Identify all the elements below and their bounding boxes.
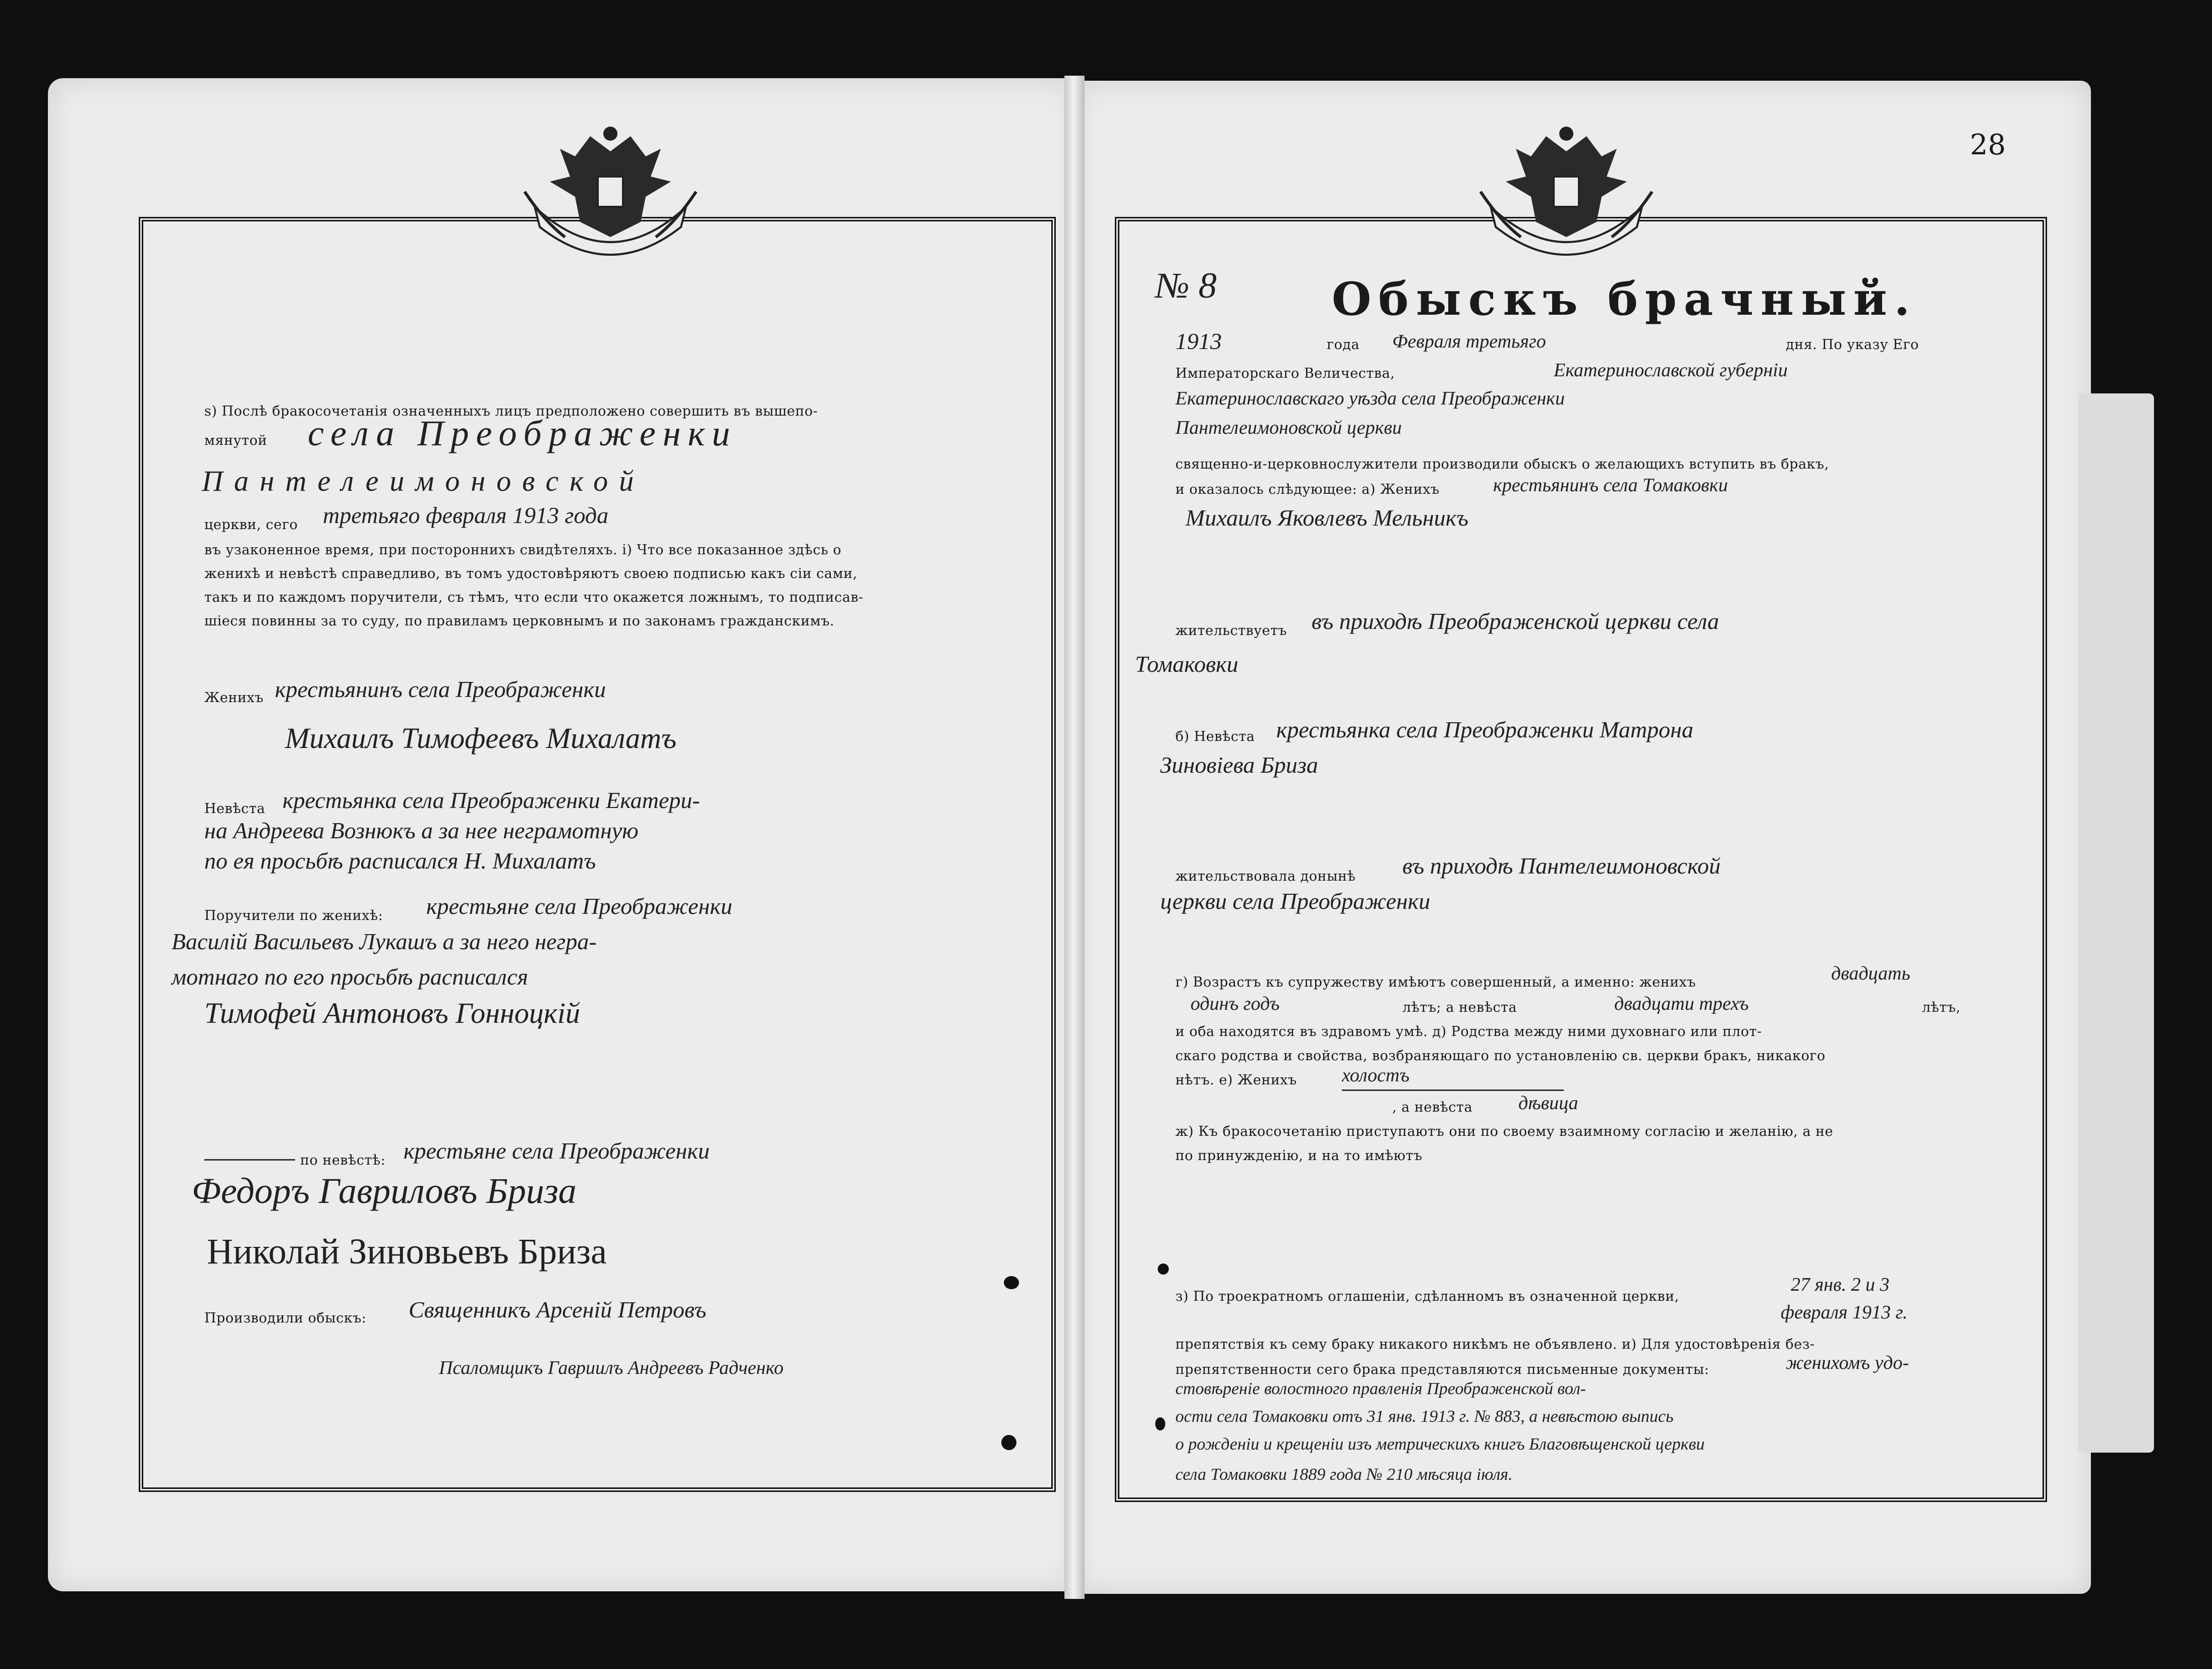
- groom-signature-hw: Михаилъ Тимофеевъ Михалатъ: [285, 722, 677, 755]
- underlying-sheet: [2078, 393, 2154, 1453]
- year-label: года: [1327, 337, 1360, 353]
- document-title: Обыскъ брачный.: [1332, 272, 1917, 326]
- district-hw: Екатеринославскаго уѣзда села Преображенки: [1175, 388, 1565, 409]
- bride-residence-hw: въ приходѣ Пантелеимоновской: [1402, 853, 1721, 879]
- impediment-text: препятствія къ сему браку никакого никѣмъ не объявлено. и) Для удостовѣренія без-: [1175, 1337, 1815, 1352]
- bride-parish-hw: церкви села Преображенки: [1160, 888, 1431, 914]
- documents-hw-5: села Томаковки 1889 года № 210 мѣсяца іюля.: [1175, 1465, 1513, 1484]
- liability-text: такъ и по каждомъ поручители, съ тѣмъ, что если что окажется ложнымъ, то подписав-: [204, 590, 864, 605]
- book-spine: [1064, 76, 1085, 1599]
- groom-residence-hw: въ приходѣ Преображенской церкви села: [1312, 608, 1719, 634]
- record-number: № 8: [1155, 265, 1217, 306]
- record-year: 1913: [1175, 328, 1222, 354]
- status-rule: [1342, 1089, 1564, 1091]
- bride-age-hw: двадцати трехъ: [1614, 993, 1749, 1014]
- consent-text-2: по принужденію, и на то имѣютъ: [1175, 1148, 1423, 1164]
- coat-of-arms-emblem-left-icon: [515, 121, 706, 272]
- church-name-hw: Пантелеимоновской: [202, 465, 645, 497]
- certify-text: женихѣ и невѣстѣ справедливо, въ томъ удостовѣряютъ своею подписью какъ сіи сами,: [204, 566, 858, 582]
- banns-text: з) По троекратномъ оглашеніи, сдѣланномъ въ означенной церкви,: [1175, 1289, 1679, 1304]
- bride-signature-hw-2: на Андреева Вознюкъ а за нее неграмотную: [204, 818, 639, 843]
- law-text: шіеся повинны за то суду, по правиламъ церковнымъ и по законамъ гражданскимъ.: [204, 613, 835, 629]
- priest-signature-hw: Священникъ Арсеній Петровъ: [409, 1297, 707, 1322]
- bride-estate-hw: крестьянка села Преображенки Матрона: [1276, 717, 1693, 742]
- ink-blot: [1155, 1417, 1165, 1430]
- bride-name-hw: Зиновіева Бриза: [1160, 752, 1318, 778]
- documents-text: препятственности сего брака представляются письменные документы:: [1175, 1362, 1710, 1377]
- groom-guarantors-hw-3: мотнаго по его просьбѣ расписался: [172, 964, 528, 990]
- church-hw: Пантелеимоновской церкви: [1175, 417, 1402, 438]
- consent-text: ж) Къ бракосочетанію приступаютъ они по своему взаимному согласію и желанію, а не: [1175, 1124, 1834, 1139]
- page-number: 28: [1970, 129, 2006, 161]
- groom-guarantors-hw-2: Василій Васильевъ Лукашъ а за него негра-: [172, 929, 597, 954]
- witness-text: въ узаконенное время, при постороннихъ свидѣтеляхъ. і) Что все показанное здѣсь о: [204, 542, 842, 558]
- groom-estate-hw: крестьянинъ села Преображенки: [275, 676, 606, 702]
- documents-hw-4: о рожденіи и крещеніи изъ метрическихъ книгъ Благовѣщенской церкви: [1175, 1435, 1705, 1454]
- ink-blot: [1004, 1276, 1019, 1289]
- bride-residence-label: жительствовала донынѣ: [1175, 869, 1356, 884]
- bride-intro: б) Невѣста: [1175, 729, 1255, 744]
- groom-village-hw: Томаковки: [1135, 651, 1238, 677]
- groom-label: Женихъ: [204, 690, 264, 706]
- bride-age-label: лѣтъ; а невѣста: [1402, 1000, 1517, 1015]
- guarantor-rule: [204, 1159, 295, 1161]
- majesty-text: Императорскаго Величества,: [1175, 366, 1395, 381]
- status-label: нѣтъ. е) Женихъ: [1175, 1072, 1297, 1088]
- decree-text: дня. По указу Его: [1786, 337, 1919, 353]
- groom-guarantors-hw-1: крестьяне села Преображенки: [426, 893, 732, 919]
- wedding-date-hw: третьяго февраля 1913 года: [323, 502, 609, 528]
- groom-guarantors-hw-4: Тимофей Антоновъ Гонноцкій: [204, 997, 580, 1029]
- bride-guarantors-hw-2: Федоръ Гавриловъ Бриза: [192, 1171, 577, 1211]
- bride-guarantors-label: по невѣстѣ:: [300, 1153, 386, 1168]
- documents-hw-3: ости села Томаковки отъ 31 янв. 1913 г. № 883, а невѣстою выпись: [1175, 1407, 1674, 1426]
- village-hw: села Преображенки: [308, 413, 738, 453]
- groom-estate-hw: крестьянинъ села Томаковки: [1493, 475, 1728, 496]
- age-text: г) Возрастъ къ супружеству имѣютъ совершенный, а именно: женихъ: [1175, 974, 1696, 990]
- ink-blot: [1158, 1263, 1169, 1275]
- wedding-plan-text: ѕ) Послѣ бракосочетанія означенныхъ лицъ предположено совершить въ вышепо-: [204, 404, 818, 419]
- bride-status-label: , а невѣста: [1392, 1100, 1472, 1115]
- clergy-text: священно-и-церковнослужители производили обыскъ о желающихъ вступить въ бракъ,: [1175, 456, 1829, 472]
- banns-dates-hw: 27 янв. 2 и 3: [1791, 1274, 1890, 1295]
- coat-of-arms-emblem-right-icon: [1470, 121, 1662, 272]
- church-date-label: церкви, сего: [204, 517, 298, 533]
- bride-guarantors-hw-3: Николай Зиновьевъ Бриза: [207, 1231, 607, 1272]
- groom-residence-label: жительствуетъ: [1175, 623, 1287, 639]
- groom-status-hw: холостъ: [1342, 1065, 1410, 1086]
- groom-name-hw: Михаилъ Яковлевъ Мельникъ: [1185, 505, 1469, 531]
- record-month-day: Февраля третьяго: [1392, 331, 1546, 352]
- bride-guarantors-hw-1: крестьяне села Преображенки: [404, 1138, 710, 1164]
- ink-blot: [1001, 1435, 1016, 1450]
- groom-guarantors-label: Поручители по женихѣ:: [204, 908, 383, 924]
- documents-hw-2: стовѣреніе волостного правленія Преображенской вол-: [1175, 1379, 1586, 1398]
- psalmist-signature-hw: Псаломщикъ Гавриилъ Андреевъ Радченко: [439, 1357, 784, 1378]
- kinship-text: скаго родства и свойства, возбраняющаго по установленію св. церкви бракъ, никакого: [1175, 1048, 1826, 1064]
- bride-signature-hw-1: крестьянка села Преображенки Екатери-: [282, 787, 700, 813]
- groom-age-hw: двадцать: [1831, 963, 1910, 984]
- governorate-hw: Екатеринославской губерніи: [1554, 360, 1788, 381]
- groom-age-hw-2: одинъ годъ: [1190, 993, 1280, 1014]
- years-label: лѣтъ,: [1922, 1000, 1961, 1015]
- search-label: Производили обыскъ:: [204, 1310, 367, 1326]
- mentioned-label: мянутой: [204, 433, 267, 448]
- bride-label: Невѣста: [204, 801, 265, 817]
- banns-dates-hw-2: февраля 1913 г.: [1781, 1302, 1908, 1323]
- bride-signature-hw-3: по ея просьбѣ расписался Н. Михалатъ: [204, 848, 596, 874]
- documents-hw-1: женихомъ удо-: [1786, 1352, 1909, 1373]
- groom-intro: и оказалось слѣдующее: а) Женихъ: [1175, 482, 1440, 497]
- health-kinship-text: и оба находятся въ здравомъ умѣ. д) Родства между ними духовнаго или плот-: [1175, 1024, 1762, 1040]
- bride-status-hw: дѣвица: [1518, 1092, 1578, 1114]
